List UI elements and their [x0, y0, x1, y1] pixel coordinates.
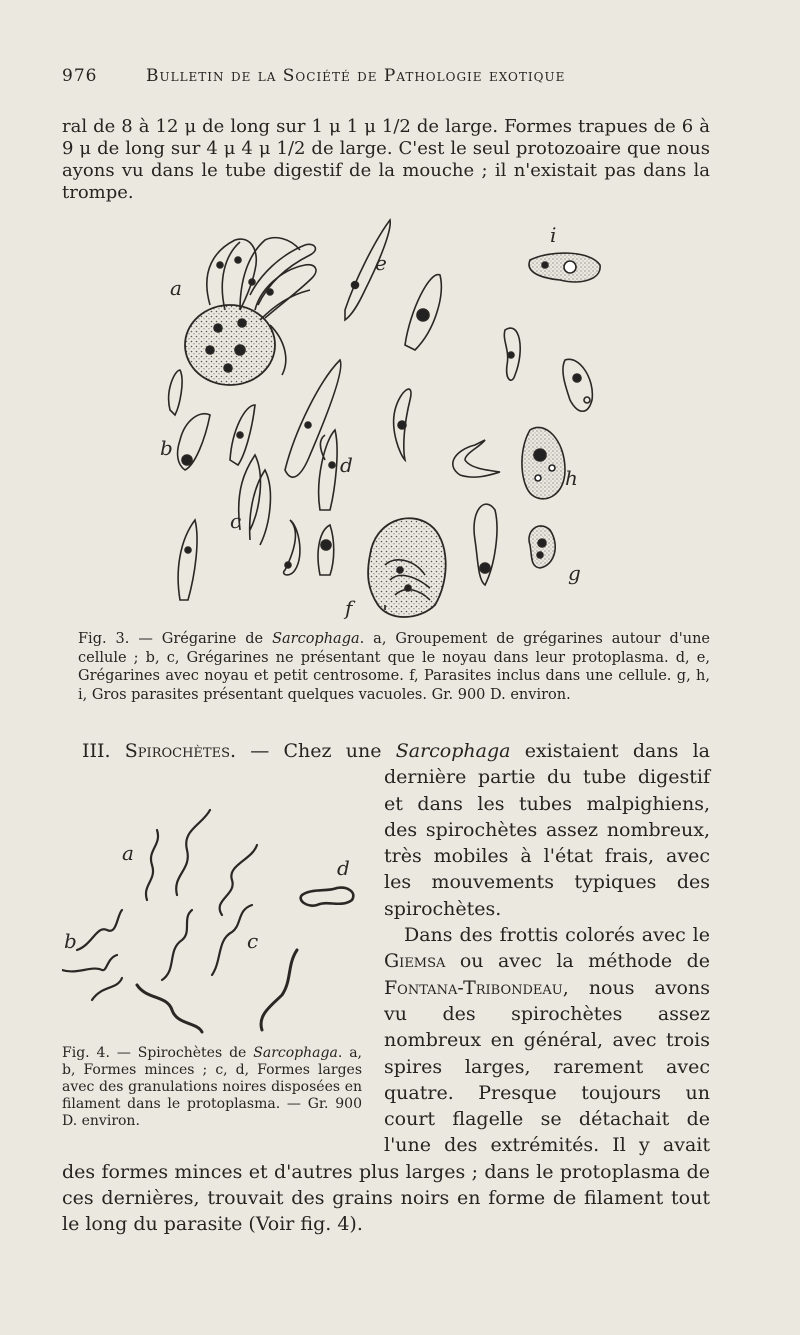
section-text-before: — Chez une [236, 740, 396, 762]
running-title: Bulletin de la Société de Pathologie exotique [146, 66, 566, 86]
figure-4-caption-species: Sarcophaga [253, 1045, 338, 1061]
figure-3-illustration [140, 210, 620, 630]
figure-4-caption-rest: . a, b, Formes minces ; c, d, Formes larges avec des granulations noires disposées en filament dans le protoplasma. — Gr. 900 D. environ. [62, 1045, 362, 1129]
figure-3-caption-species: Sarcophaga [272, 631, 360, 647]
stain-fontana-tribondeau: Fontana-Tribondeau [384, 976, 563, 999]
figure-4-illustration [62, 800, 362, 1040]
section-heading: III. Spirochètes. [82, 740, 237, 762]
figure-3-caption-prefix: Fig. 3. — Grégarine de [78, 631, 273, 647]
section-para2-end: , nous avons vu des spirochètes assez nombreux en général, avec trois spires larges, rarement avec quatre. Presque toujours un court flagelle se détachait de l'une des extrémités. Il y avait des formes minces et d'autres plus larges ; dans le protoplasma de ces dernières, trouvait des grains noirs en forme de filament tout le long du parasite (Voir fig. 4). [62, 976, 710, 1236]
stain-giemsa: Giemsa [384, 950, 446, 973]
section-para2-start: Dans des frottis colorés avec le [404, 924, 710, 947]
figure-4-caption [62, 1045, 362, 1130]
figure-3-label-d: d [340, 453, 353, 477]
page-number: 976 [62, 66, 98, 86]
figure-4-caption-prefix: Fig. 4. — Spirochètes de [62, 1045, 254, 1061]
figure-3-caption [78, 630, 710, 704]
figure-3-label-b: b [160, 436, 173, 460]
figure-4-label-b: b [64, 929, 77, 953]
figure-3-label-f: f [345, 596, 353, 620]
figure-3-caption-rest: . a, Groupement de grégarines autour d'une cellule ; b, c, Grégarines ne présentant que le noyau dans leur protoplasma. d, e, Grégarines avec noyau et petit centrosome. f, Parasites inclus dans une cellule. g, h, i, Gros parasites présentant quelques vacuoles. Gr. 900 D. environ. [78, 631, 710, 703]
section-paragraph-1-text: existaient dans la dernière partie du tube digestif et dans les tubes malpighiens, des spirochètes assez nombreux, très mobiles à l'état frais, avec les mouvements typiques des spirochètes. [384, 740, 711, 920]
figure-3-label-a: a [170, 276, 182, 300]
figure-4-label-c: c [247, 929, 259, 953]
section-species: Sarcophaga [395, 740, 511, 762]
figure-3-label-h: h [565, 466, 578, 490]
figure-3-label-i: i [550, 223, 557, 247]
figure-4-label-a: a [122, 841, 134, 865]
section-para2-mid: ou avec la méthode de [445, 950, 710, 973]
figure-3-label-e: e [375, 251, 387, 275]
figure-3-label-g: g [568, 561, 581, 585]
figure-3-label-c: c [230, 509, 242, 533]
gregarine-group-a [185, 238, 316, 385]
intro-paragraph: ral de 8 à 12 μ de long sur 1 μ 1 μ 1/2 de large. Formes trapues de 6 à 9 μ de long sur 4 μ 4 μ 1/2 de large. C'est le seul protozoaire que nous ayons vu dans le tube digestif de la mouche ; il n'existait pas dans la trompe. [62, 116, 710, 203]
figure-4-label-d: d [337, 856, 350, 880]
